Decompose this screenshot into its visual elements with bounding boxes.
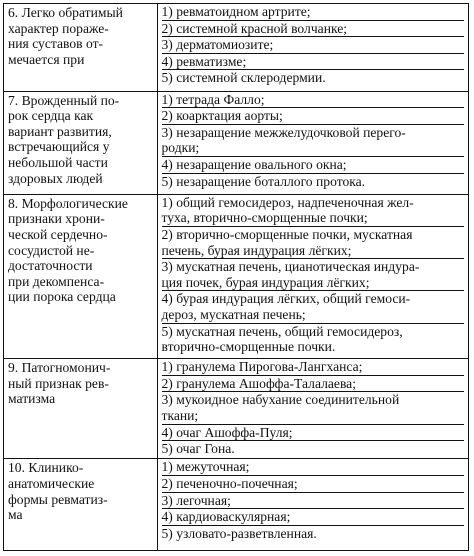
answer-option[interactable]: 4) кардиоваскулярная; — [162, 509, 465, 526]
answer-option[interactable]: 4) незаращение овального окна; — [162, 157, 465, 174]
answer-option[interactable]: 2) гранулема Ашоффа-Талалаева; — [162, 376, 465, 393]
question-text: 9. Патогномонич- ный признак рев- матизма — [4, 359, 157, 459]
answer-options — [157, 91, 468, 194]
question-text: 10. Клинико- анатомические формы ревматиз- ма — [4, 459, 157, 550]
answer-option[interactable]: 3) мускатная печень, цианотическая индура- ция почек, бурая индурация лёгких; — [162, 259, 465, 291]
answer-option[interactable]: 3) мукоидное набухание соединительной ткани; — [162, 392, 465, 424]
question-text: 8. Морфологические признаки хрони- ческой сердечно- сосудистой не- достаточности при декомпенса- ции порока сердца — [4, 194, 157, 358]
answer-option[interactable]: 5) системной склеродермии. — [161, 70, 326, 86]
test-table-frame — [3, 3, 469, 551]
answer-option[interactable]: 2) коарктация аорты; — [162, 108, 465, 125]
answer-options — [157, 194, 468, 358]
answer-option[interactable]: 3) легочная; — [162, 493, 465, 510]
question-row-8 — [4, 194, 468, 358]
question-row-10 — [4, 459, 468, 550]
answer-option[interactable]: 5) незаращение боталлого протока. — [161, 173, 366, 189]
answer-option[interactable]: 3) дерматомиозите; — [162, 37, 465, 54]
question-text: 6. Легко обратимый характер пораже- ния суставов от- мечается при — [4, 4, 157, 91]
answer-option[interactable]: 1) общий гемосидероз, надпеченочная жел- туха, вторично-сморщенные почки; — [162, 195, 465, 227]
answer-options — [157, 459, 468, 550]
question-row-9 — [4, 359, 468, 459]
question-row-7 — [4, 91, 468, 194]
answer-option[interactable]: 4) очаг Ашоффа-Пуля; — [162, 425, 465, 442]
answer-option[interactable]: 5) узловато-разветвленная. — [161, 525, 317, 541]
answer-option[interactable]: 3) незаращение межжелудочковой перего- родки; — [162, 125, 465, 157]
answer-options — [157, 4, 468, 91]
test-questions-table — [4, 4, 468, 550]
answer-options — [157, 359, 468, 459]
answer-option[interactable]: 2) вторично-сморщенные почки, мускатная печень, бурая индурация лёгких; — [162, 227, 465, 259]
answer-option[interactable]: 1) тетрада Фалло; — [162, 92, 465, 109]
answer-option[interactable]: 1) гранулема Пирогова-Лангханса; — [162, 359, 465, 376]
answer-option[interactable]: 5) мускатная печень, общий гемосидероз, вторично-сморщенные почки. — [161, 323, 403, 355]
question-text: 7. Врожденный по- рок сердца как вариант развития, встречающийся у небольшой части здоровых людей — [4, 91, 157, 194]
answer-option[interactable]: 4) ревматизме; — [162, 54, 465, 71]
answer-option[interactable]: 1) ревматоидном артрите; — [162, 4, 465, 21]
answer-option[interactable]: 2) системной красной волчанке; — [162, 21, 465, 38]
answer-option[interactable]: 5) очаг Гона. — [161, 441, 235, 457]
answer-option[interactable]: 2) печеночно-почечная; — [162, 476, 465, 493]
question-row-6 — [4, 4, 468, 91]
answer-option[interactable]: 4) бурая индурация лёгких, общий гемоси- дероз, мускатная печень; — [162, 291, 465, 323]
answer-option[interactable]: 1) межуточная; — [162, 459, 465, 476]
